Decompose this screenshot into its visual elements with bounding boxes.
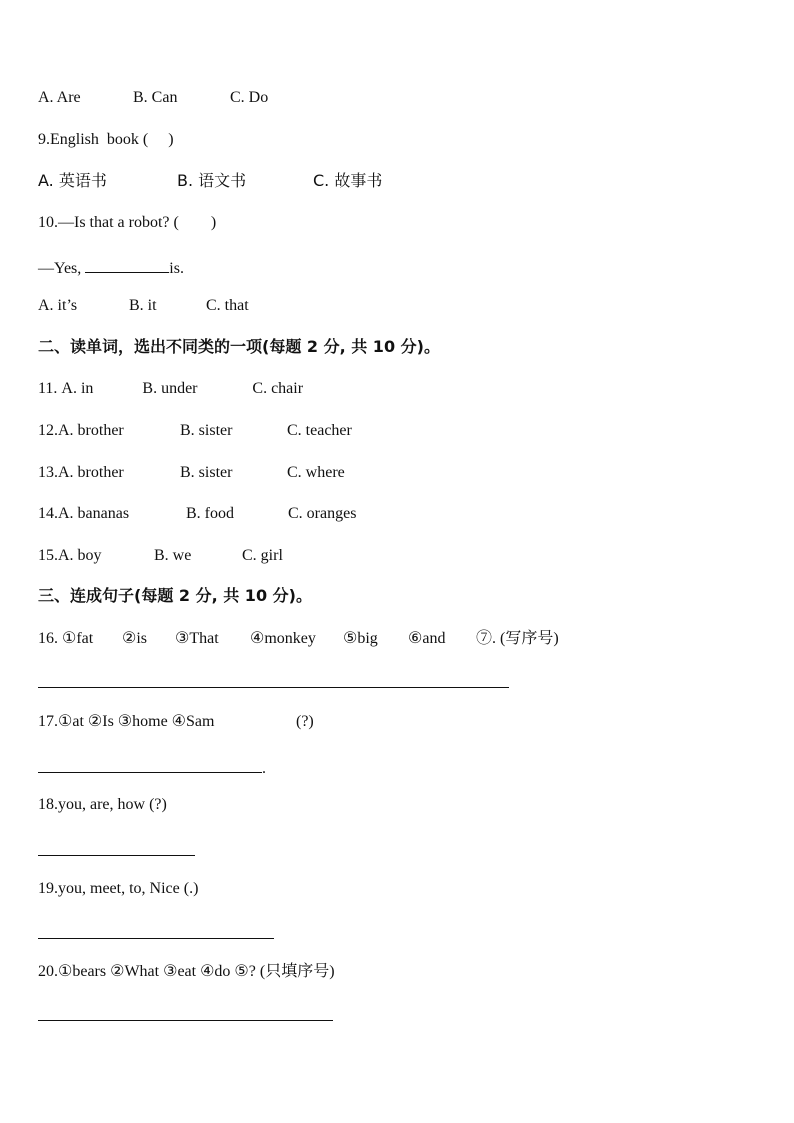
q16 — [38, 629, 559, 649]
q16-word-4: ④monkey — [250, 630, 316, 647]
q12-option-b: B. sister — [180, 422, 233, 439]
q13-option-a: A. brother — [58, 464, 124, 481]
q11-number: 11. — [38, 380, 62, 397]
q20: 20.①bears ②What ③eat ④do ⑤? (只填序号) — [38, 963, 335, 980]
q11-option-a: A. in — [61, 380, 94, 397]
q14-option-c: C. oranges — [288, 505, 357, 522]
q10-answer-line — [38, 256, 184, 279]
q15-number: 15. — [38, 547, 58, 564]
q9-option-c: C. 故事书 — [313, 171, 383, 190]
q14-option-a: A. bananas — [58, 505, 130, 522]
q16-word-2: ②is — [122, 630, 148, 647]
q17 — [38, 712, 314, 732]
q11 — [38, 379, 303, 399]
q17-hint: (?) — [296, 713, 314, 730]
q14 — [38, 504, 356, 524]
q10-options — [38, 296, 249, 316]
q8-option-c: C. Do — [230, 89, 269, 106]
q10-option-a: A. it’s — [38, 297, 78, 314]
q15-option-c: C. girl — [242, 547, 283, 564]
q13 — [38, 463, 345, 483]
q19-answer-line[interactable] — [38, 938, 274, 939]
q10-option-c: C. that — [206, 297, 249, 314]
q12 — [38, 421, 352, 441]
q9-stem: 9.English book ( ) — [38, 131, 174, 148]
q8-options — [38, 88, 268, 108]
q17-words: 17.①at ②Is ③home ④Sam — [38, 713, 215, 730]
q19: 19.you, meet, to, Nice (.) — [38, 880, 199, 897]
q10-stem: 10.—Is that a robot? ( ) — [38, 214, 217, 231]
q15 — [38, 546, 283, 566]
q16-word-3: ③That — [175, 630, 219, 647]
q14-option-b: B. food — [186, 505, 234, 522]
q17-answer-row — [38, 756, 266, 779]
q17-answer-line[interactable] — [38, 756, 262, 773]
q13-number: 13. — [38, 464, 58, 481]
q16-word-1: ①fat — [62, 630, 94, 647]
q10-answer-blank[interactable] — [85, 256, 169, 273]
q13-option-c: C. where — [287, 464, 345, 481]
section-3-title: 三、连成句子(每题 2 分, 共 10 分)。 — [38, 586, 312, 605]
q14-number: 14. — [38, 505, 58, 522]
section-2-title: 二、读单词，选出不同类的一项(每题 2 分, 共 10 分)。 — [38, 337, 440, 356]
q16-word-6: ⑥and — [408, 630, 446, 647]
q10-answer-prefix: —Yes, — [38, 260, 86, 277]
q12-option-c: C. teacher — [287, 422, 352, 439]
q16-answer-line[interactable] — [38, 687, 509, 688]
q11-option-b: B. under — [142, 380, 198, 397]
q18-answer-line[interactable] — [38, 855, 195, 856]
q13-option-b: B. sister — [180, 464, 233, 481]
q18: 18.you, are, how (?) — [38, 796, 167, 813]
q9-options — [38, 171, 382, 191]
q15-option-b: B. we — [154, 547, 192, 564]
q8-option-b: B. Can — [133, 89, 178, 106]
q15-option-a: A. boy — [58, 547, 102, 564]
q16-word-5: ⑤big — [343, 630, 378, 647]
q12-number: 12. — [38, 422, 58, 439]
q9-option-b: B. 语文书 — [177, 171, 247, 190]
q16-word-7: ⑦. (写序号) — [476, 630, 559, 647]
q10-answer-suffix: is. — [169, 260, 184, 277]
q11-option-c: C. chair — [252, 380, 304, 397]
q17-end-mark: . — [262, 760, 266, 777]
q20-answer-line[interactable] — [38, 1020, 333, 1021]
q9-option-a: A. 英语书 — [38, 171, 107, 190]
q10-option-b: B. it — [129, 297, 157, 314]
q8-option-a: A. Are — [38, 89, 81, 106]
q16-number: 16. — [38, 630, 62, 647]
q12-option-a: A. brother — [58, 422, 124, 439]
